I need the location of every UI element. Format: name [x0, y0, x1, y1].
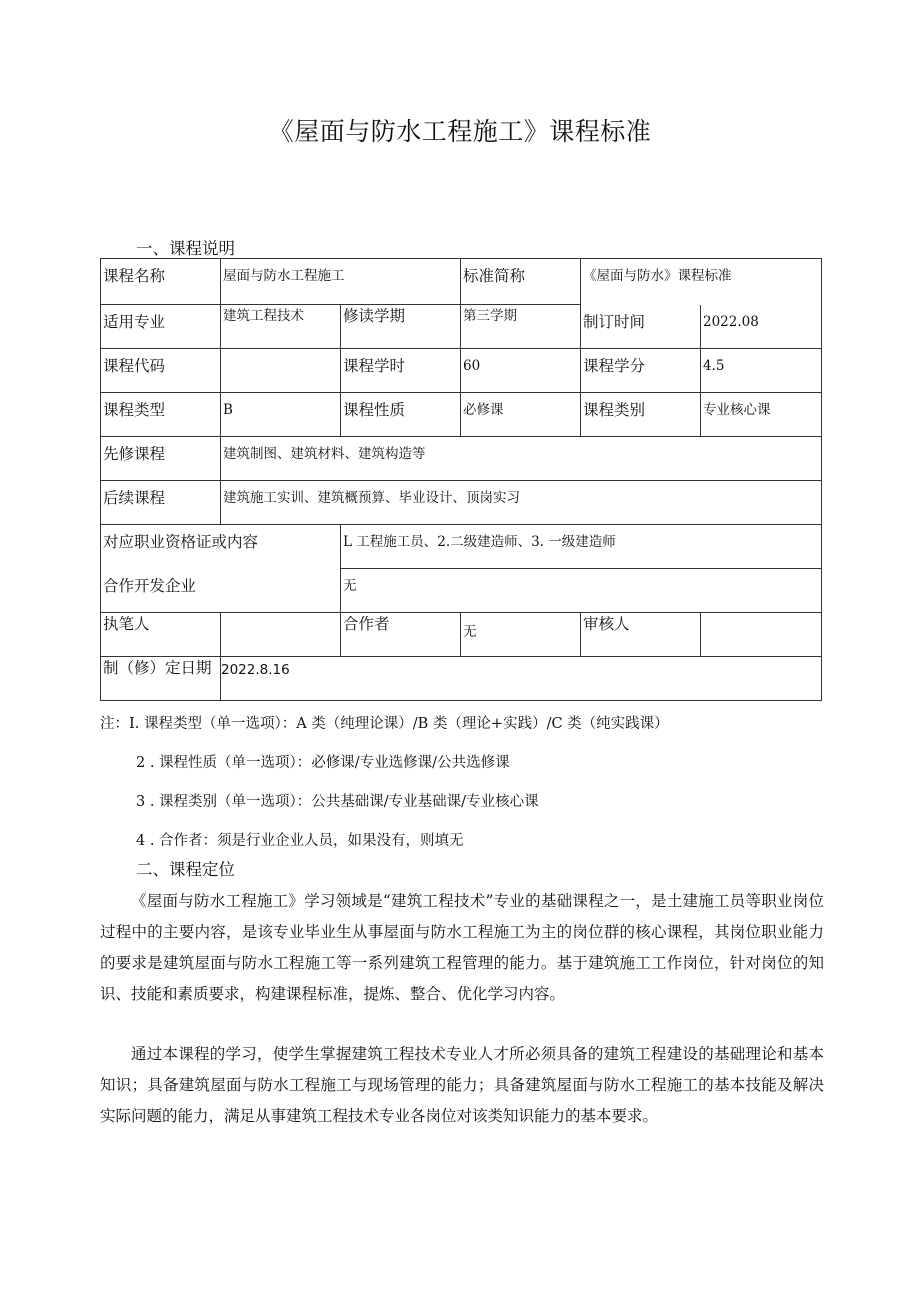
note-item: 4 . 合作者：须是行业企业人员，如果没有，则填无 — [136, 833, 464, 849]
category-value: 专业核心课 — [701, 393, 822, 437]
nature-value: 必修课 — [461, 393, 581, 437]
semester-value: 第三学期 — [461, 305, 581, 349]
document-title: 《屋面与防水工程施工》课程标准 — [268, 117, 652, 146]
enterprise-label: 合作开发企业 — [101, 569, 341, 613]
category-label: 课程类别 — [581, 393, 701, 437]
course-info-table — [100, 258, 822, 701]
section-heading-course-description: 一、课程说明 — [136, 239, 235, 258]
section-heading-course-positioning: 二、课程定位 — [136, 860, 235, 879]
followup-value: 建筑施工实训、建筑概预算、毕业设计、顶岗实习 — [221, 481, 822, 525]
note-item: 3 . 课程类别（单一选项）：公共基础课/专业基础课/专业核心课 — [136, 794, 539, 810]
major-label: 适用专业 — [101, 305, 221, 349]
made-time-label: 制订时间 — [581, 305, 701, 349]
cert-label: 对应职业资格证或内容 — [101, 525, 341, 569]
semester-label: 修读学期 — [341, 305, 461, 349]
note-item: 注：I. 课程类型（单一选项）：A 类（纯理论课）/B 类（理论+实践）/C 类（纯实践课） — [100, 716, 669, 732]
major-value: 建筑工程技术 — [221, 305, 341, 349]
hours-value: 60 — [461, 349, 581, 393]
cooperator-label: 合作者 — [341, 613, 461, 657]
enterprise-value: 无 — [341, 569, 822, 613]
author-value — [221, 613, 341, 657]
course-name-label: 课程名称 — [101, 259, 221, 305]
paragraph-objectives: 通过本课程的学习，使学生掌握建筑工程技术专业人才所必须具备的建筑工程建设的基础理论和基本知识；具备建筑屋面与防水工程施工与现场管理的能力；具备建筑屋面与防水工程施工的基本技能及解决实际问题的能力，满足从事建筑工程技术专业各岗位对该类知识能力的基本要求。 — [100, 1045, 824, 1125]
code-value — [221, 349, 341, 393]
short-name-label: 标准简称 — [461, 259, 581, 305]
type-label: 课程类型 — [101, 393, 221, 437]
cooperator-value: 无 — [461, 613, 581, 657]
code-label: 课程代码 — [101, 349, 221, 393]
reviewer-label: 审核人 — [581, 613, 701, 657]
note-item: 2 . 课程性质（单一选项）：必修课/专业选修课/公共选修课 — [136, 755, 510, 771]
prereq-label: 先修课程 — [101, 437, 221, 481]
credit-value: 4.5 — [701, 349, 822, 393]
prereq-value: 建筑制图、建筑材料、建筑构造等 — [221, 437, 822, 481]
made-time-value: 2022.08 — [701, 305, 822, 349]
date-label: 制（修）定日期 — [101, 657, 221, 701]
nature-label: 课程性质 — [341, 393, 461, 437]
short-name-value: 《屋面与防水》课程标准 — [581, 259, 822, 305]
table-notes — [100, 712, 830, 868]
type-value: B — [221, 393, 341, 437]
reviewer-value — [701, 613, 822, 657]
cert-value: L 工程施工员、2.二级建造师、3. 一级建造师 — [341, 525, 822, 569]
credit-label: 课程学分 — [581, 349, 701, 393]
author-label: 执笔人 — [101, 613, 221, 657]
hours-label: 课程学时 — [341, 349, 461, 393]
date-value: 2022.8.16 — [221, 657, 822, 701]
course-name-value: 屋面与防水工程施工 — [221, 259, 461, 305]
followup-label: 后续课程 — [101, 481, 221, 525]
paragraph-positioning: 《屋面与防水工程施工》学习领域是“建筑工程技术”专业的基础课程之一，是土建施工员等职业岗位过程中的主要内容，是该专业毕业生从事屋面与防水工程施工为主的岗位群的核心课程，其岗位职业能力的要求是建筑屋面与防水工程施工等一系列建筑工程管理的能力。基于建筑施工工作岗位，针对岗位的知识、技能和素质要求，构建课程标准，提炼、整合、优化学习内容。 — [100, 892, 824, 1003]
